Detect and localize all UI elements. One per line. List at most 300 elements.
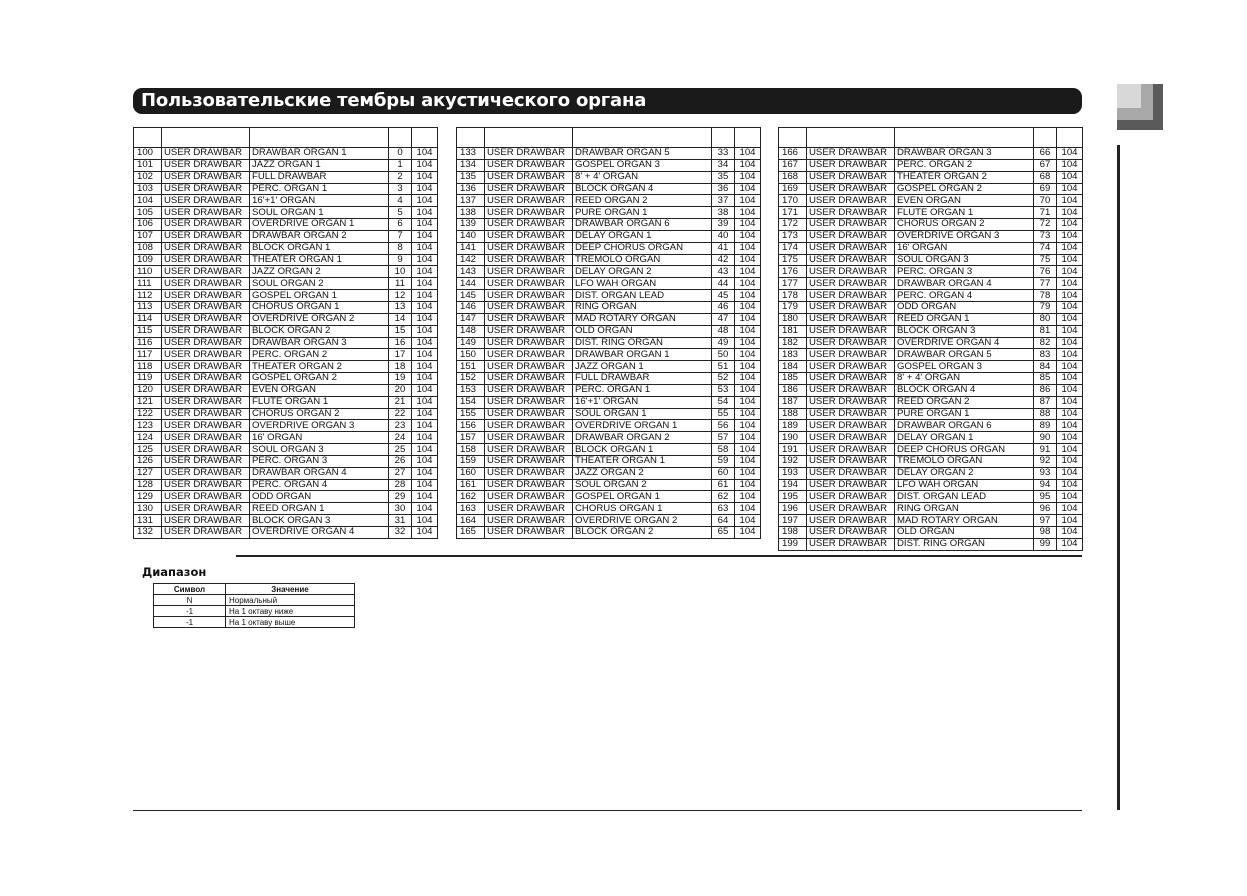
bank-name-cell: USER DRAWBAR [807, 432, 895, 444]
table-row [779, 349, 1083, 361]
table-row [134, 408, 438, 420]
table-row [134, 337, 438, 349]
table-row [779, 432, 1083, 444]
msb-cell: 31 [389, 515, 412, 527]
lsb-cell: 104 [412, 242, 438, 254]
bank-name-cell: USER DRAWBAR [162, 527, 250, 539]
msb-cell: 23 [389, 420, 412, 432]
bank-name-cell: USER DRAWBAR [807, 527, 895, 539]
voice-name-cell: GOSPEL ORGAN 2 [895, 183, 1034, 195]
msb-cell: 60 [712, 467, 735, 479]
lsb-cell: 104 [1057, 491, 1083, 503]
voice-name-cell: TREMOLO ORGAN [895, 455, 1034, 467]
bank-name-cell: USER DRAWBAR [485, 148, 573, 160]
lsb-cell: 104 [1057, 420, 1083, 432]
voice-name-cell: PERC. ORGAN 1 [250, 183, 389, 195]
lsb-cell: 104 [735, 207, 761, 219]
voice-name-cell: PURE ORGAN 1 [895, 408, 1034, 420]
voice-name-cell: GOSPEL ORGAN 2 [250, 373, 389, 385]
program-number-cell: 125 [134, 444, 162, 456]
table-row [457, 159, 761, 171]
bank-name-cell: USER DRAWBAR [162, 254, 250, 266]
program-number-cell: 123 [134, 420, 162, 432]
program-number-cell: 159 [457, 455, 485, 467]
table-row [457, 301, 761, 313]
lsb-cell: 104 [1057, 467, 1083, 479]
msb-cell: 24 [389, 432, 412, 444]
voice-name-cell: DIST. RING ORGAN [895, 538, 1034, 550]
program-number-cell: 183 [779, 349, 807, 361]
lsb-cell: 104 [735, 432, 761, 444]
table-row [134, 396, 438, 408]
program-number-cell: 118 [134, 361, 162, 373]
program-number-cell: 157 [457, 432, 485, 444]
program-number-cell: 189 [779, 420, 807, 432]
table-row [457, 325, 761, 337]
program-number-cell: 173 [779, 230, 807, 242]
program-number-cell: 121 [134, 396, 162, 408]
voice-name-cell: THEATER ORGAN 2 [250, 361, 389, 373]
lsb-cell: 104 [1057, 313, 1083, 325]
voice-name-cell: DIST. RING ORGAN [573, 337, 712, 349]
table-header-cell [134, 128, 162, 148]
bank-name-cell: USER DRAWBAR [485, 420, 573, 432]
range-header-row [154, 584, 355, 595]
program-number-cell: 144 [457, 278, 485, 290]
table-row [779, 183, 1083, 195]
bank-name-cell: USER DRAWBAR [162, 479, 250, 491]
table-row [779, 455, 1083, 467]
msb-cell: 19 [389, 373, 412, 385]
bank-name-cell: USER DRAWBAR [162, 148, 250, 160]
bank-name-cell: USER DRAWBAR [807, 444, 895, 456]
lsb-cell: 104 [1057, 373, 1083, 385]
program-number-cell: 122 [134, 408, 162, 420]
bank-name-cell: USER DRAWBAR [485, 278, 573, 290]
msb-cell: 25 [389, 444, 412, 456]
msb-cell: 71 [1034, 207, 1057, 219]
msb-cell: 75 [1034, 254, 1057, 266]
table-header-cell [412, 128, 438, 148]
table-row [134, 515, 438, 527]
lsb-cell: 104 [412, 396, 438, 408]
bank-name-cell: USER DRAWBAR [485, 491, 573, 503]
bank-name-cell: USER DRAWBAR [807, 230, 895, 242]
program-number-cell: 116 [134, 337, 162, 349]
msb-cell: 97 [1034, 515, 1057, 527]
bank-name-cell: USER DRAWBAR [807, 171, 895, 183]
lsb-cell: 104 [735, 325, 761, 337]
divider-line [236, 555, 1082, 557]
msb-cell: 57 [712, 432, 735, 444]
bank-name-cell: USER DRAWBAR [485, 373, 573, 385]
table-row [134, 467, 438, 479]
range-header-value: Значение [226, 584, 355, 595]
bank-name-cell: USER DRAWBAR [162, 503, 250, 515]
voice-name-cell: DELAY ORGAN 1 [573, 230, 712, 242]
bank-name-cell: USER DRAWBAR [162, 278, 250, 290]
msb-cell: 63 [712, 503, 735, 515]
lsb-cell: 104 [735, 455, 761, 467]
program-number-cell: 145 [457, 290, 485, 302]
voice-name-cell: SOUL ORGAN 3 [895, 254, 1034, 266]
voice-name-cell: OVERDRIVE ORGAN 2 [573, 515, 712, 527]
lsb-cell: 104 [735, 384, 761, 396]
lsb-cell: 104 [412, 515, 438, 527]
lsb-cell: 104 [735, 527, 761, 539]
bank-name-cell: USER DRAWBAR [807, 384, 895, 396]
program-number-cell: 110 [134, 266, 162, 278]
bank-name-cell: USER DRAWBAR [485, 396, 573, 408]
msb-cell: 56 [712, 420, 735, 432]
table-header-cell [1057, 128, 1083, 148]
bank-name-cell: USER DRAWBAR [485, 266, 573, 278]
table-row [457, 195, 761, 207]
table-row [134, 148, 438, 160]
msb-cell: 2 [389, 171, 412, 183]
msb-cell: 82 [1034, 337, 1057, 349]
table-row [457, 148, 761, 160]
table-row [457, 278, 761, 290]
program-number-cell: 147 [457, 313, 485, 325]
table-row [779, 207, 1083, 219]
voice-name-cell: JAZZ ORGAN 1 [573, 361, 712, 373]
msb-cell: 65 [712, 527, 735, 539]
program-number-cell: 142 [457, 254, 485, 266]
lsb-cell: 104 [412, 195, 438, 207]
program-number-cell: 139 [457, 219, 485, 231]
bank-name-cell: USER DRAWBAR [162, 444, 250, 456]
table-row [779, 159, 1083, 171]
voice-name-cell: BLOCK ORGAN 3 [895, 325, 1034, 337]
bank-name-cell: USER DRAWBAR [162, 420, 250, 432]
msb-cell: 35 [712, 171, 735, 183]
program-number-cell: 133 [457, 148, 485, 160]
msb-cell: 46 [712, 301, 735, 313]
msb-cell: 11 [389, 278, 412, 290]
bank-name-cell: USER DRAWBAR [162, 242, 250, 254]
bank-name-cell: USER DRAWBAR [162, 455, 250, 467]
voice-name-cell: THEATER ORGAN 2 [895, 171, 1034, 183]
lsb-cell: 104 [735, 301, 761, 313]
program-number-cell: 113 [134, 301, 162, 313]
program-number-cell: 192 [779, 455, 807, 467]
voice-name-cell: JAZZ ORGAN 2 [250, 266, 389, 278]
table-row [779, 148, 1083, 160]
table-row [134, 301, 438, 313]
bank-name-cell: USER DRAWBAR [485, 515, 573, 527]
msb-cell: 49 [712, 337, 735, 349]
bank-name-cell: USER DRAWBAR [162, 290, 250, 302]
voice-name-cell: SOUL ORGAN 1 [573, 408, 712, 420]
program-number-cell: 119 [134, 373, 162, 385]
program-number-cell: 114 [134, 313, 162, 325]
msb-cell: 66 [1034, 148, 1057, 160]
table-header-cell [895, 128, 1034, 148]
msb-cell: 33 [712, 148, 735, 160]
program-number-cell: 165 [457, 527, 485, 539]
lsb-cell: 104 [735, 444, 761, 456]
program-number-cell: 161 [457, 479, 485, 491]
lsb-cell: 104 [1057, 171, 1083, 183]
msb-cell: 79 [1034, 301, 1057, 313]
program-number-cell: 188 [779, 408, 807, 420]
table-header-cell [485, 128, 573, 148]
lsb-cell: 104 [735, 373, 761, 385]
lsb-cell: 104 [1057, 515, 1083, 527]
lsb-cell: 104 [1057, 337, 1083, 349]
lsb-cell: 104 [1057, 361, 1083, 373]
table-row [457, 290, 761, 302]
bank-name-cell: USER DRAWBAR [807, 183, 895, 195]
table-row [779, 219, 1083, 231]
program-number-cell: 156 [457, 420, 485, 432]
msb-cell: 45 [712, 290, 735, 302]
lsb-cell: 104 [1057, 503, 1083, 515]
table-row [457, 254, 761, 266]
table-row [134, 207, 438, 219]
msb-cell: 50 [712, 349, 735, 361]
table-row [779, 254, 1083, 266]
bank-name-cell: USER DRAWBAR [485, 313, 573, 325]
voice-name-cell: BLOCK ORGAN 3 [250, 515, 389, 527]
lsb-cell: 104 [412, 361, 438, 373]
voice-name-cell: ODD ORGAN [250, 491, 389, 503]
program-number-cell: 137 [457, 195, 485, 207]
bank-name-cell: USER DRAWBAR [162, 432, 250, 444]
lsb-cell: 104 [412, 384, 438, 396]
table-row [779, 195, 1083, 207]
program-number-cell: 111 [134, 278, 162, 290]
voice-name-cell: DELAY ORGAN 2 [573, 266, 712, 278]
table-row [457, 230, 761, 242]
lsb-cell: 104 [1057, 479, 1083, 491]
lsb-cell: 104 [735, 337, 761, 349]
table-row [134, 349, 438, 361]
lsb-cell: 104 [412, 183, 438, 195]
msb-cell: 72 [1034, 219, 1057, 231]
table-row [779, 278, 1083, 290]
voice-name-cell: SOUL ORGAN 3 [250, 444, 389, 456]
lsb-cell: 104 [412, 444, 438, 456]
msb-cell: 6 [389, 219, 412, 231]
table-row [779, 361, 1083, 373]
lsb-cell: 104 [1057, 432, 1083, 444]
msb-cell: 59 [712, 455, 735, 467]
bank-name-cell: USER DRAWBAR [485, 195, 573, 207]
lsb-cell: 104 [735, 290, 761, 302]
table-header-cell [250, 128, 389, 148]
program-number-cell: 115 [134, 325, 162, 337]
voice-name-cell: PERC. ORGAN 4 [250, 479, 389, 491]
program-number-cell: 178 [779, 290, 807, 302]
range-row [154, 606, 355, 617]
msb-cell: 27 [389, 467, 412, 479]
program-number-cell: 179 [779, 301, 807, 313]
voice-name-cell: SOUL ORGAN 1 [250, 207, 389, 219]
table-row [457, 408, 761, 420]
program-number-cell: 191 [779, 444, 807, 456]
range-table [153, 583, 355, 628]
voice-name-cell: OVERDRIVE ORGAN 1 [573, 420, 712, 432]
section-tab-marker [1117, 84, 1163, 130]
voice-name-cell: DRAWBAR ORGAN 1 [573, 349, 712, 361]
program-number-cell: 134 [457, 159, 485, 171]
bank-name-cell: USER DRAWBAR [807, 290, 895, 302]
lsb-cell: 104 [412, 337, 438, 349]
bank-name-cell: USER DRAWBAR [807, 254, 895, 266]
program-number-cell: 120 [134, 384, 162, 396]
bank-name-cell: USER DRAWBAR [807, 313, 895, 325]
program-number-cell: 117 [134, 349, 162, 361]
lsb-cell: 104 [412, 349, 438, 361]
voice-name-cell: DRAWBAR ORGAN 4 [250, 467, 389, 479]
lsb-cell: 104 [735, 515, 761, 527]
bank-name-cell: USER DRAWBAR [807, 148, 895, 160]
voice-name-cell: OLD ORGAN [895, 527, 1034, 539]
program-number-cell: 140 [457, 230, 485, 242]
lsb-cell: 104 [1057, 396, 1083, 408]
bank-name-cell: USER DRAWBAR [162, 325, 250, 337]
msb-cell: 80 [1034, 313, 1057, 325]
range-heading: Диапазон [142, 565, 207, 579]
voice-name-cell: EVEN ORGAN [895, 195, 1034, 207]
voice-name-cell: OVERDRIVE ORGAN 4 [895, 337, 1034, 349]
bank-name-cell: USER DRAWBAR [485, 384, 573, 396]
program-number-cell: 126 [134, 455, 162, 467]
program-number-cell: 128 [134, 479, 162, 491]
bank-name-cell: USER DRAWBAR [807, 337, 895, 349]
bank-name-cell: USER DRAWBAR [162, 195, 250, 207]
table-row [134, 479, 438, 491]
table-row [779, 384, 1083, 396]
msb-cell: 62 [712, 491, 735, 503]
lsb-cell: 104 [1057, 207, 1083, 219]
msb-cell: 15 [389, 325, 412, 337]
range-meaning: На 1 октаву ниже [226, 606, 355, 617]
program-number-cell: 190 [779, 432, 807, 444]
voice-name-cell: REED ORGAN 1 [895, 313, 1034, 325]
bank-name-cell: USER DRAWBAR [162, 266, 250, 278]
bank-name-cell: USER DRAWBAR [807, 503, 895, 515]
lsb-cell: 104 [412, 266, 438, 278]
table-row [779, 444, 1083, 456]
table-row [134, 230, 438, 242]
bank-name-cell: USER DRAWBAR [807, 159, 895, 171]
table-row [134, 171, 438, 183]
bank-name-cell: USER DRAWBAR [162, 349, 250, 361]
msb-cell: 99 [1034, 538, 1057, 550]
program-number-cell: 182 [779, 337, 807, 349]
msb-cell: 4 [389, 195, 412, 207]
voice-name-cell: DRAWBAR ORGAN 4 [895, 278, 1034, 290]
table-row [134, 219, 438, 231]
table-row [134, 503, 438, 515]
msb-cell: 39 [712, 219, 735, 231]
lsb-cell: 104 [1057, 159, 1083, 171]
lsb-cell: 104 [412, 491, 438, 503]
msb-cell: 28 [389, 479, 412, 491]
program-number-cell: 101 [134, 159, 162, 171]
msb-cell: 34 [712, 159, 735, 171]
table-row [779, 515, 1083, 527]
msb-cell: 44 [712, 278, 735, 290]
bank-name-cell: USER DRAWBAR [485, 455, 573, 467]
bank-name-cell: USER DRAWBAR [807, 207, 895, 219]
lsb-cell: 104 [735, 503, 761, 515]
msb-cell: 12 [389, 290, 412, 302]
voice-name-cell: OVERDRIVE ORGAN 2 [250, 313, 389, 325]
voice-name-cell: PURE ORGAN 1 [573, 207, 712, 219]
table-header-row [779, 128, 1083, 148]
bank-name-cell: USER DRAWBAR [485, 230, 573, 242]
table-row [134, 278, 438, 290]
bank-name-cell: USER DRAWBAR [807, 266, 895, 278]
lsb-cell: 104 [735, 171, 761, 183]
bank-name-cell: USER DRAWBAR [485, 467, 573, 479]
msb-cell: 38 [712, 207, 735, 219]
program-number-cell: 107 [134, 230, 162, 242]
lsb-cell: 104 [412, 301, 438, 313]
msb-cell: 20 [389, 384, 412, 396]
lsb-cell: 104 [1057, 242, 1083, 254]
table-row [457, 444, 761, 456]
footer-divider-line [133, 810, 1082, 811]
voice-name-cell: JAZZ ORGAN 1 [250, 159, 389, 171]
voice-name-cell: BLOCK ORGAN 4 [573, 183, 712, 195]
table-row [457, 479, 761, 491]
lsb-cell: 104 [412, 207, 438, 219]
table-row [779, 230, 1083, 242]
program-number-cell: 175 [779, 254, 807, 266]
table-row [779, 337, 1083, 349]
program-number-cell: 141 [457, 242, 485, 254]
lsb-cell: 104 [412, 313, 438, 325]
bank-name-cell: USER DRAWBAR [485, 444, 573, 456]
lsb-cell: 104 [735, 408, 761, 420]
voice-name-cell: PERC. ORGAN 2 [250, 349, 389, 361]
msb-cell: 13 [389, 301, 412, 313]
program-number-cell: 172 [779, 219, 807, 231]
table-row [779, 313, 1083, 325]
voice-table-1 [133, 127, 438, 539]
bank-name-cell: USER DRAWBAR [485, 349, 573, 361]
lsb-cell: 104 [412, 408, 438, 420]
table-row [457, 171, 761, 183]
bank-name-cell: USER DRAWBAR [485, 408, 573, 420]
bank-name-cell: USER DRAWBAR [807, 408, 895, 420]
program-number-cell: 166 [779, 148, 807, 160]
bank-name-cell: USER DRAWBAR [162, 491, 250, 503]
table-row [779, 420, 1083, 432]
program-number-cell: 129 [134, 491, 162, 503]
msb-cell: 87 [1034, 396, 1057, 408]
lsb-cell: 104 [412, 325, 438, 337]
msb-cell: 22 [389, 408, 412, 420]
voice-name-cell: LFO WAH ORGAN [895, 479, 1034, 491]
bank-name-cell: USER DRAWBAR [162, 373, 250, 385]
voice-name-cell: PERC. ORGAN 1 [573, 384, 712, 396]
voice-name-cell: RING ORGAN [573, 301, 712, 313]
lsb-cell: 104 [735, 159, 761, 171]
msb-cell: 85 [1034, 373, 1057, 385]
program-number-cell: 171 [779, 207, 807, 219]
msb-cell: 98 [1034, 527, 1057, 539]
voice-name-cell: FULL DRAWBAR [573, 373, 712, 385]
voice-name-cell: MAD ROTARY ORGAN [895, 515, 1034, 527]
table-row [779, 527, 1083, 539]
voice-name-cell: 16'+1' ORGAN [250, 195, 389, 207]
